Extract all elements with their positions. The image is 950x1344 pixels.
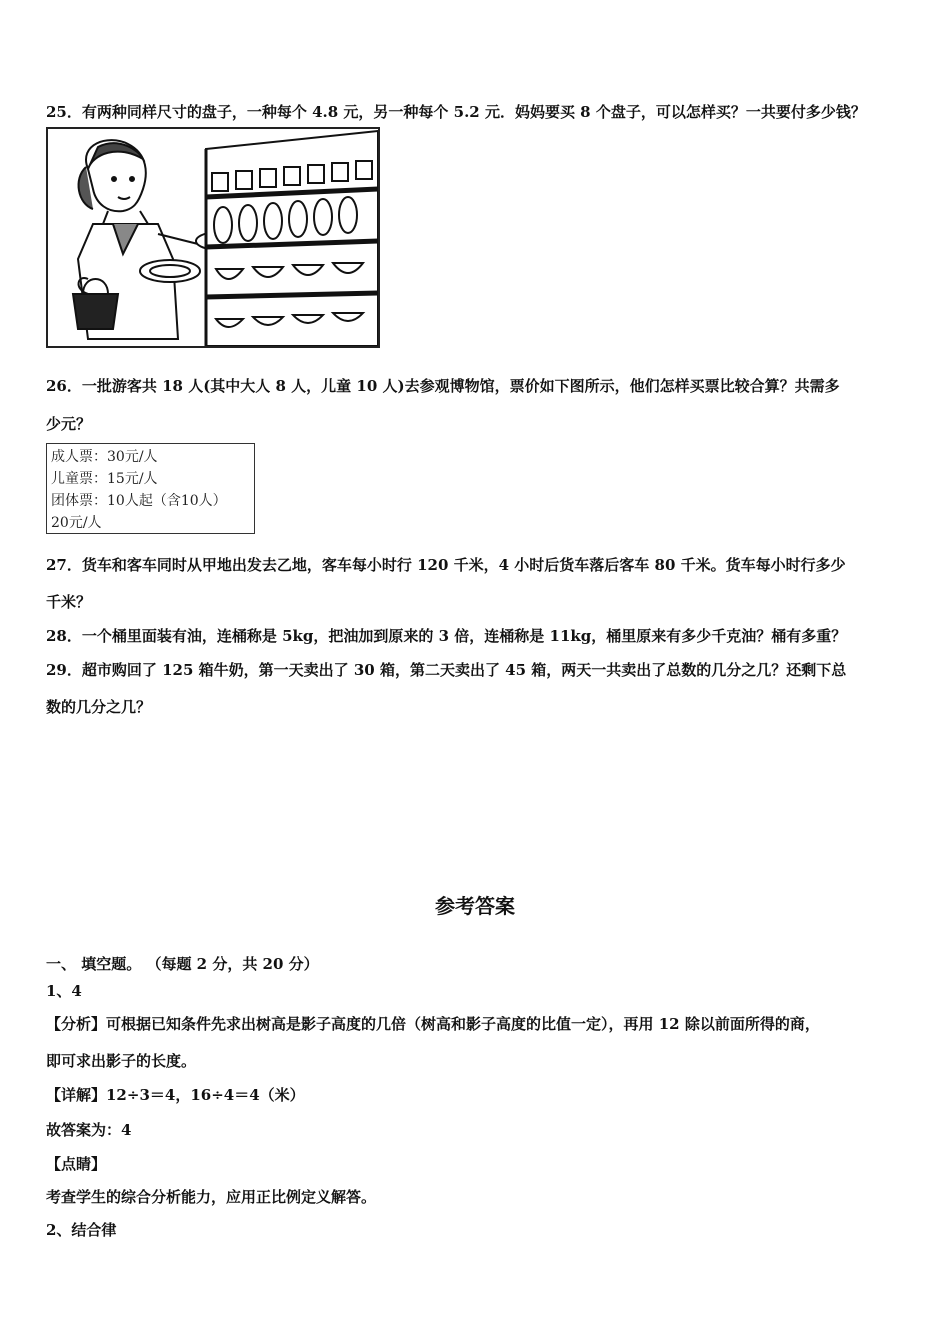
plates-shelf-illustration bbox=[48, 129, 378, 346]
answer-comment-label: 【点睛】 bbox=[46, 1155, 107, 1173]
question-26-line1: 26．一批游客共 18 人(其中大人 8 人，儿童 10 人)去参观博物馆，票价如下图所示，他们怎样买票比较合算？共需多 bbox=[46, 377, 840, 395]
answer-item-1: 1、4 bbox=[46, 982, 82, 1000]
answer-analysis-cont: 即可求出影子的长度。 bbox=[46, 1052, 197, 1070]
question-29-line1: 29．超市购回了 125 箱牛奶，第一天卖出了 30 箱，第二天卖出了 45 箱，两天一共卖出了总数的几分之几？还剩下总 bbox=[46, 661, 847, 679]
group-ticket-rule: 团体票：10人起（含10人） bbox=[51, 493, 227, 509]
question-26-line2: 少元？ bbox=[46, 415, 92, 433]
illustration-woman-buying-plates bbox=[46, 127, 380, 348]
question-27-line1: 27．货车和客车同时从甲地出发去乙地，客车每小时行 120 千米，4 小时后货车落后客车 80 千米。货车每小时行多少 bbox=[46, 556, 846, 574]
answer-conclusion: 故答案为：4 bbox=[46, 1121, 132, 1139]
answer-analysis: 【分析】可根据已知条件先求出树高是影子高度的几倍（树高和影子高度的比值一定），再用 12 除以前面所得的商， bbox=[46, 1015, 820, 1033]
answers-title: 参考答案 bbox=[435, 894, 515, 918]
question-28: 28．一个桶里面装有油，连桶称是 5kg，把油加到原来的 3 倍，连桶称是 11kg，桶里原来有多少千克油？桶有多重？ bbox=[46, 627, 847, 645]
answer-comment: 考查学生的综合分析能力，应用正比例定义解答。 bbox=[46, 1188, 377, 1206]
answer-item-2: 2、结合律 bbox=[46, 1221, 117, 1239]
question-25: 25．有两种同样尺寸的盘子，一种每个 4.8 元，另一种每个 5.2 元．妈妈要买 8 个盘子，可以怎样买？一共要付多少钱？ bbox=[46, 103, 866, 121]
question-29-line2: 数的几分之几？ bbox=[46, 698, 152, 716]
question-27-line2: 千米？ bbox=[46, 593, 92, 611]
answers-section-1: 一、 填空题。 （每题 2 分，共 20 分） bbox=[46, 955, 319, 973]
ticket-price-table bbox=[46, 443, 255, 534]
group-ticket-price: 20元/人 bbox=[51, 515, 102, 531]
answer-detail: 【详解】12÷3＝4，16÷4＝4（米） bbox=[46, 1086, 305, 1104]
child-ticket-price: 儿童票：15元/人 bbox=[51, 471, 158, 487]
adult-ticket-price: 成人票：30元/人 bbox=[51, 449, 158, 465]
